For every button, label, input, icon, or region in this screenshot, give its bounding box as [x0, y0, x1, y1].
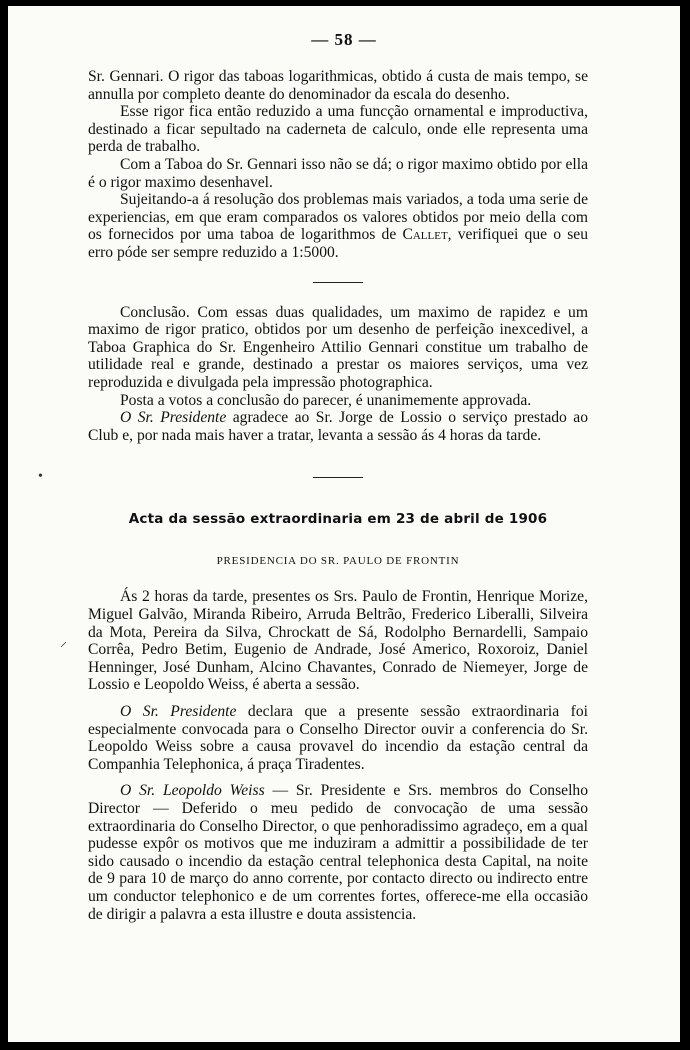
- paragraph: Sr. Gennari. O rigor das taboas logarithmicas, obtido á custa de mais tempo, se annulla por completo deante do denominador da escala do desenho.: [88, 68, 588, 103]
- paragraph-text: , verifiquei que o seu erro póde ser sempre reduzido a 1:5000.: [88, 226, 588, 261]
- paragraph-text: agradece ao Sr. Jorge de Lossio o serviço prestado ao Club e, por nada mais haver a tratar, levanta a sessão ás 4 horas da tarde.: [88, 409, 589, 444]
- speaker-name: O Sr. Presidente: [120, 409, 227, 427]
- paragraph: Posta a votos a conclusão do parecer, é unanimemente approvada.: [120, 391, 532, 409]
- paragraph: Com a Taboa do Sr. Gennari isso não se dá; o rigor maximo obtido por ella é o rigor maximo desenhavel.: [88, 155, 588, 191]
- callet-name: Callet: [402, 226, 448, 244]
- page-body: [88, 68, 588, 923]
- paragraph: [88, 409, 588, 444]
- document-page: [8, 6, 680, 1042]
- paragraph: [88, 782, 588, 923]
- speaker-name: O Sr. Leopoldo Weiss: [120, 782, 265, 800]
- presidency-line: PRESIDENCIA DO SR. PAULO DE FRONTIN: [216, 554, 460, 567]
- paragraph: Ás 2 horas da tarde, presentes os Srs. Paulo de Frontin, Henrique Morize, Miguel Galvão, Miranda Ribeiro, Arruda Beltrão, Frederico Liberalli, Silveira da Mota, Pereira da Silva, Chrockatt de Sá, Rodolpho Bernardelli, Sampaio Corrêa, Pedro Betim, Eugenio de Andrade, José Americo, Roxoroiz, Daniel Henninger, José Dunham, Alcino Chavantes, Conrado de Niemeyer, Jorge de Lossio e Leopoldo Weiss, é aberta a sessão.: [88, 588, 588, 694]
- speaker-name: O Sr. Presidente: [120, 703, 237, 721]
- paragraph: [88, 703, 588, 773]
- acta-title: Acta da sessão extraordinaria em 23 de abril de 1906: [128, 511, 548, 528]
- paragraph: Conclusão. Com essas duas qualidades, um maximo de rapidez e um maximo de rigor pratico, obtidos por um desenho de perfeição inexcedivel, a Taboa Graphica do Sr. Engenheiro Attilio Gennari constitue um trabalho de utilidade real e grande, destinado a prestar os maiores serviços, uma vez reproduzida e divulgada pela impressão photographica.: [88, 303, 588, 391]
- section-divider: [313, 477, 363, 478]
- section-divider: [313, 282, 363, 283]
- page-number: — 58 —: [311, 30, 377, 49]
- margin-dot: •: [38, 469, 43, 484]
- paragraph: [88, 191, 588, 261]
- paragraph-text: declara que a presente sessão extraordinaria foi especialmente convocada para o Conselho Director ouvir a conferencia do Sr. Leopoldo Weiss sobre a causa provavel do incendio da estação central da Companhia Telephonica, á praça Tiradentes.: [88, 703, 588, 773]
- paragraph: Esse rigor fica então reduzido a uma funcção ornamental e improductiva, destinado a ficar sepultado na caderneta de calculo, onde elle representa uma perda de trabalho.: [88, 103, 588, 156]
- paragraph-text: Sujeitando-a á resolução dos problemas mais variados, a toda uma serie de experiencias, em que eram comparados os valores obtidos por meio della com os fornecidos por uma taboa de logarithmos de: [88, 191, 588, 244]
- margin-mark: ⸝: [60, 635, 67, 650]
- paragraph-text: — Sr. Presidente e Srs. membros do Conselho Director — Deferido o meu pedido de convocação de uma sessão extraordinaria do Conselho Director, o que penhoradissimo agradeço, em a qual pudesse expôr os motivos que me induziram a admittir a possibilidade de ter sido causado o incendio da estação central telephonica desta Capital, na noite de 9 para 10 de março do anno corrente, por contacto directo ou indirecto entre um conductor telephonico e de um correntes fortes, offerece-me ella occasião de dirigir a palavra a esta illustre e douta assistencia.: [88, 782, 588, 923]
